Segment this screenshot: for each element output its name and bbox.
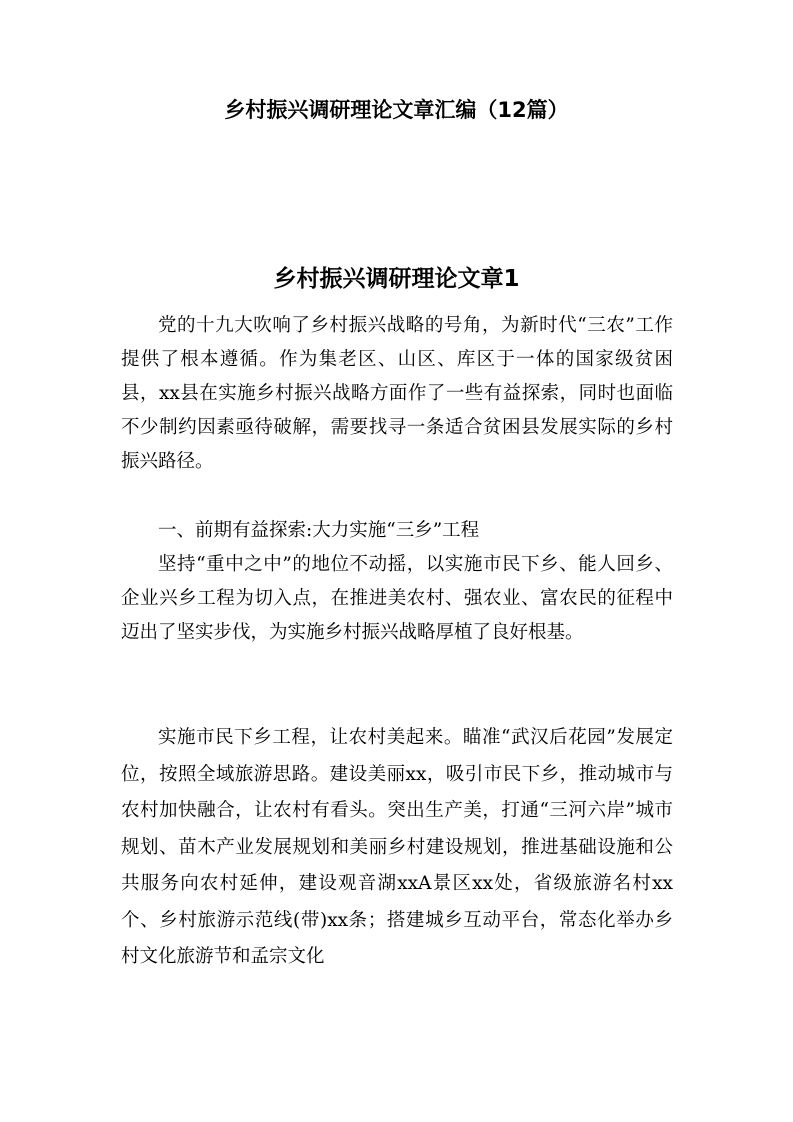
collection-title: 乡村振兴调研理论文章汇编（12篇） [224, 98, 569, 122]
section-heading: 一、前期有益探索:大力实施“三乡”工程 [158, 520, 480, 541]
paragraph-citizens-to-countryside: 实施市民下乡工程，让农村美起来。瞄准“武汉后花园”发展定位，按照全域旅游思路。建设美丽xx，吸引市民下乡，推动城市与农村加快融合，让农村有看头。突出生产美，打通“三河六岸”城市规划、苗木产业发展规划和美丽乡村建设规划，推进基础设施和公共服务向农村延伸，建设观音湖xxA景区xx处，省级旅游名村xx个、乡村旅游示范线(带)xx条；搭建城乡互动平台，常态化举办乡村文化旅游节和孟宗文化 [121, 727, 673, 967]
paragraph-overview: 坚持“重中之中”的地位不动摇，以实施市民下乡、能人回乡、企业兴乡工程为切入点，在推进美农村、强农业、富农民的征程中迈出了坚实步伐，为实施乡村振兴战略厚植了良好根基。 [121, 554, 673, 643]
paragraph-intro: 党的十九大吹响了乡村振兴战略的号角，为新时代“三农”工作提供了根本遵循。作为集老区、山区、库区于一体的国家级贫困县，xx县在实施乡村振兴战略方面作了一些有益探索，同时也面临不少制约因素亟待破解，需要找寻一条适合贫困县发展实际的乡村振兴路径。 [121, 315, 673, 472]
article-title: 乡村振兴调研理论文章1 [273, 266, 520, 292]
